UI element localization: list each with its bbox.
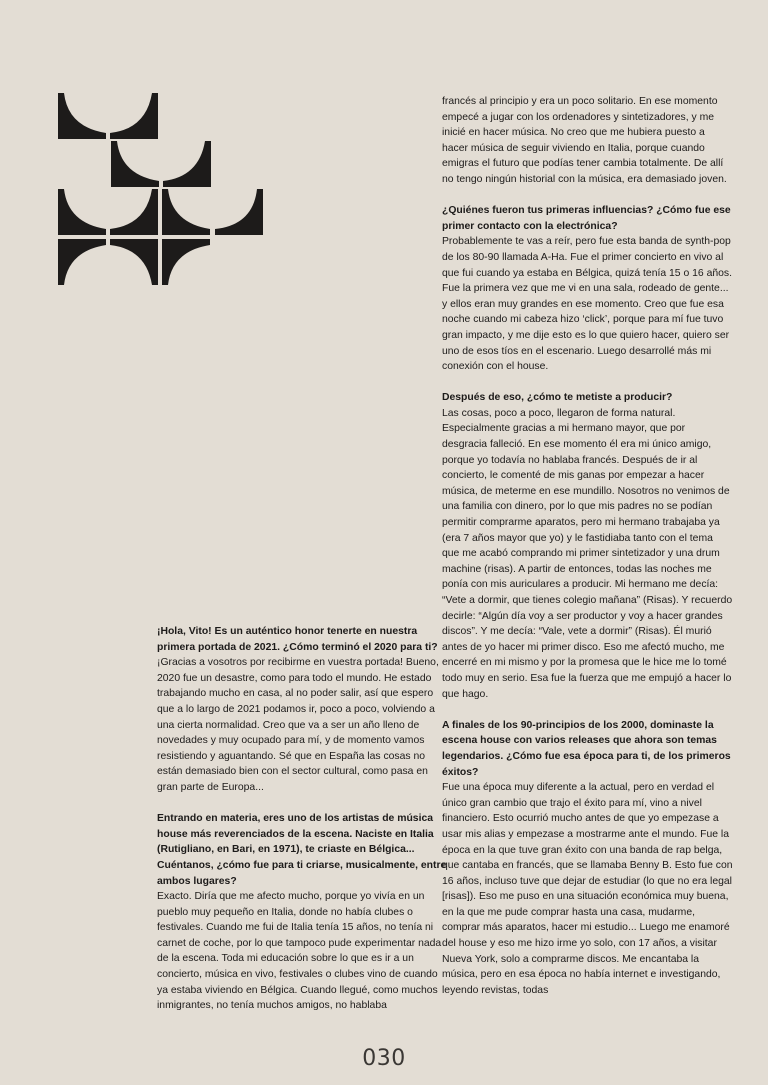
qa-section	[157, 811, 448, 1014]
left-column	[157, 624, 448, 1029]
answer-text: francés al principio y era un poco solitario. En ese momento empecé a jugar con los ordenadores y sintetizadores, y me inicié en hacer música. No creo que me hubiera puesto a hacer música de seguir viviendo en Italia, porque cuando emigras el futuro que podías tener cambia totalmente. De allí no tengo ningún historial con la música, era demasiado joven.	[442, 96, 727, 185]
qa-section	[442, 390, 733, 702]
answer-text: Fue una época muy diferente a la actual, pero en verdad el único gran cambio que trajo el éxito para mí, vino a nivel financiero. Esto ocurrió mucho antes de que yo empezase a usar mis alias y empezase a mostrarme ante el mundo. Fue la época en la que tuve gran éxito con una banda de rap belga, que cantaba en francés, que se llamaba Benny B. Esto fue con 16 años, incluso tuve que dejar de estudiar (lo que no era legal [risas]). Eso me puso en una situación económica muy buena, en la que me pude comprar hasta una casa, mudarme, comprar más aparatos, hacer mi estudio... Luego me enamoré del house y eso me hizo irme yo solo, con 17 años, a visitar Nueva York, solo a comprarme discos. Me encantaba la música, pero en esa época no había internet e investigando, leyendo revistas, todas	[442, 782, 733, 996]
question-heading: ¿Quiénes fueron tus primeras influencias? ¿Cómo fue ese primer contacto con la electrónica?	[442, 205, 731, 232]
qa-section	[442, 203, 733, 375]
answer-text: ¡Gracias a vosotros por recibirme en vuestra portada! Bueno, 2020 fue un desastre, como para todo el mundo. He estado trabajando mucho en casa, al no poder salir, así que espero que a lo largo de 2021 podamos ir, poco a poco, volviendo a una cierta normalidad. Creo que va a ser un año lleno de novedades y muy ocupado para mí, y de momento vamos resistiendo y aguantando. Sé que en España las cosas no están demasiado bien con el sector cultural, como pasa en gran parte de Europa...	[157, 657, 439, 793]
right-column	[442, 94, 733, 1014]
answer-text: Las cosas, poco a poco, llegaron de forma natural. Especialmente gracias a mi hermano mayor, que por desgracia falleció. En ese momento él era mi único amigo, porque yo todavía no hablaba francés. Después de ir al concierto, le comenté de mis ganas por empezar a hacer música, de meterme en ese mundillo. Nosotros no venimos de una familia con dinero, por lo que mis padres no se podían permitir comprarme aparatos, pero mi hermano trabajaba ya (era 7 años mayor que yo) y le fastidiaba tanto con el tema que me acabó comprando mi primer sintetizador y una drum machine (risas). A partir de entonces, todas las noches me ponía con mis auriculares a producir. Mi hermano me decía: “Vete a dormir, que tienes colegio mañana” (Risas). Y recuerdo decirle: “Algún día voy a ser productor y voy a hacer grandes discos”. Y me decía: “Vale, vete a dormir” (Risas). Él murió antes de yo hacer mi primer disco. Eso me afectó mucho, me encerré en mi mismo y por la promesa que le hice me lo tomé todo muy en serio. Esa fue la fuerza que me empujó a hacer lo que hago.	[442, 407, 733, 700]
answer-text: Exacto. Diría que me afecto mucho, porque yo vivía en un pueblo muy pequeño en Italia, donde no había clubes o festivales. Cuando me fui de Italia tenía 15 años, no tenía ni carnet de coche, por lo que tampoco pude experimentar nada de la escena. Toda mi educación sobre lo que es ir a un concierto, música en vivo, festivales o clubes vino de cuando ya estaba viviendo en Bélgica. Cuando llegué, como muchos inmigrantes, no tenía muchos amigos, no hablaba	[157, 891, 442, 1012]
answer-text: Probablemente te vas a reír, pero fue esta banda de synth-pop de los 80-90 llamada A-Ha. Fue el primer concierto en vivo al que fui cuando ya estaba en Bélgica, quizá tenía 15 o 16 años. Fue la primera vez que me vi en una sala, rodeado de gente... y ellos eran muy grandes en ese momento. Creo que fue esa noche cuando mi cabeza hizo ‘click’, porque para mí fue tuvo gran impacto, y me dije esto es lo que quiero hacer, quiero ser uno de esos tíos en el escenario. Luego desarrollé más mi conexión con el house.	[442, 236, 732, 373]
question-heading: ¡Hola, Vito! Es un auténtico honor tenerte en nuestra primera portada de 2021. ¿Cómo terminó el 2020 para ti?	[157, 626, 438, 653]
question-heading: Entrando en materia, eres uno de los artistas de música house más reverenciados de la escena. Naciste en Italia (Rutigliano, en Bari, en 1971), te criaste en Bélgica... Cuéntanos, ¿cómo fue para ti criarse, musicalmente, entre ambos lugares?	[157, 813, 447, 887]
question-heading: A finales de los 90-principios de los 2000, dominaste la escena house con varios releases que ahora son temas legendarios. ¿Cómo fue esa época para ti, de los primeros éxitos?	[442, 719, 731, 778]
page-number: 030	[362, 1046, 406, 1071]
question-heading: Después de eso, ¿cómo te metiste a producir?	[442, 392, 673, 404]
qa-section	[442, 94, 733, 188]
qa-section	[157, 624, 448, 796]
qa-section	[442, 718, 733, 999]
geometric-logo-icon	[58, 93, 263, 285]
